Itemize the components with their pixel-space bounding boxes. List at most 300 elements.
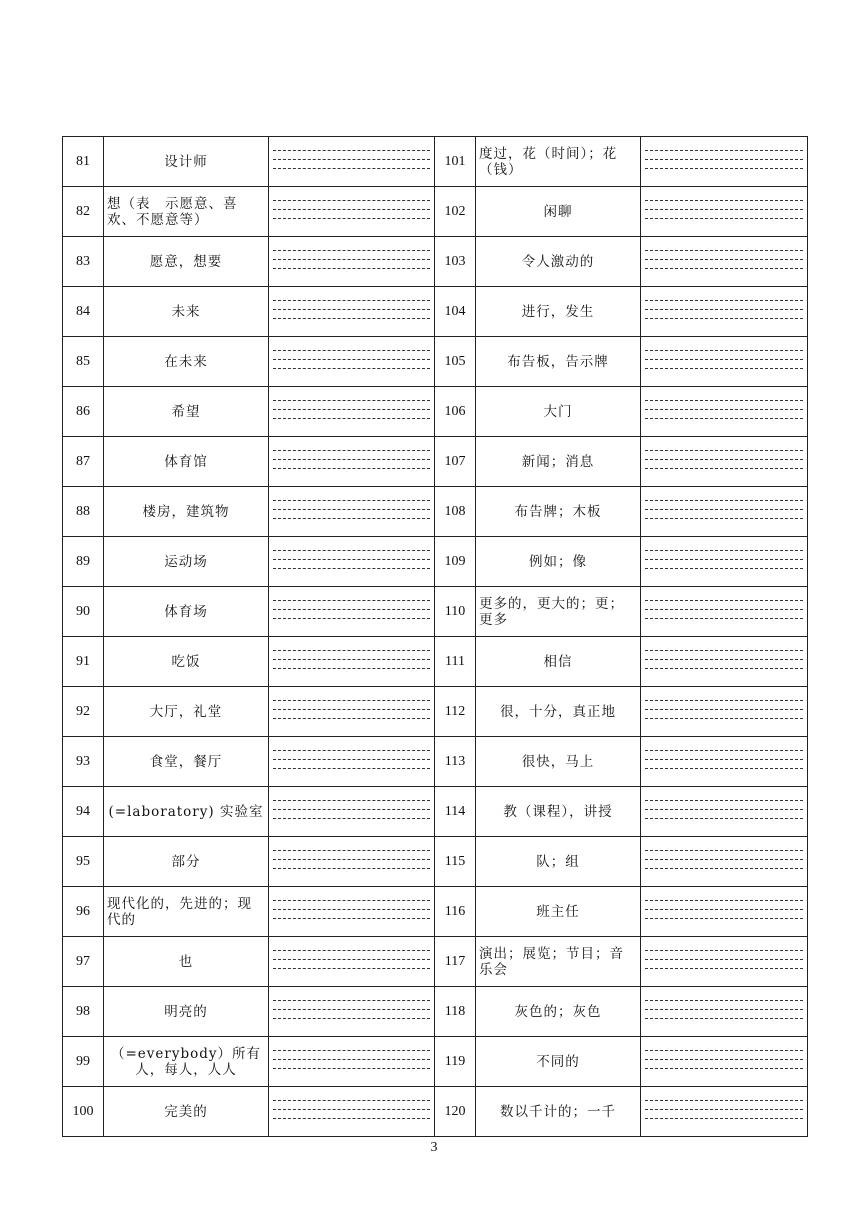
answer-lines — [273, 350, 430, 377]
answer-cell-87[interactable] — [269, 437, 435, 487]
item-number: 95 — [63, 837, 104, 887]
answer-line — [645, 1009, 803, 1010]
answer-lines — [645, 1000, 803, 1027]
chinese-meaning: 设计师 — [104, 137, 269, 187]
table-row — [63, 1037, 808, 1087]
answer-line — [273, 518, 430, 519]
answer-line — [645, 868, 803, 869]
chinese-meaning: 体育场 — [104, 587, 269, 637]
answer-lines — [273, 850, 430, 877]
answer-cell-106[interactable] — [641, 387, 808, 437]
answer-line — [645, 900, 803, 901]
answer-lines — [645, 450, 803, 477]
chinese-meaning: 现代化的，先进的；现代的 — [104, 887, 269, 937]
answer-line — [645, 1000, 803, 1001]
answer-cell-115[interactable] — [641, 837, 808, 887]
answer-line — [645, 968, 803, 969]
chinese-meaning: 布告牌；木板 — [476, 487, 641, 537]
chinese-meaning: 闲聊 — [476, 187, 641, 237]
answer-lines — [645, 1050, 803, 1077]
table-row — [63, 837, 808, 887]
answer-line — [645, 1118, 803, 1119]
answer-lines — [645, 750, 803, 777]
chinese-meaning: 很快，马上 — [476, 737, 641, 787]
answer-lines — [645, 300, 803, 327]
answer-cell-119[interactable] — [641, 1037, 808, 1087]
answer-line — [273, 900, 430, 901]
answer-cell-86[interactable] — [269, 387, 435, 437]
answer-line — [273, 859, 430, 860]
answer-cell-81[interactable] — [269, 137, 435, 187]
answer-line — [273, 1000, 430, 1001]
chinese-meaning: 想（表 示愿意、喜欢、不愿意等） — [104, 187, 269, 237]
item-number: 85 — [63, 337, 104, 387]
answer-lines — [273, 700, 430, 727]
answer-cell-104[interactable] — [641, 287, 808, 337]
answer-line — [645, 750, 803, 751]
answer-line — [273, 850, 430, 851]
chinese-meaning: 令人激动的 — [476, 237, 641, 287]
chinese-meaning: 更多的，更大的；更；更多 — [476, 587, 641, 637]
answer-line — [273, 709, 430, 710]
answer-lines — [645, 700, 803, 727]
answer-line — [273, 609, 430, 610]
item-number: 92 — [63, 687, 104, 737]
table-row — [63, 587, 808, 637]
answer-line — [273, 750, 430, 751]
answer-lines — [645, 150, 803, 177]
answer-cell-83[interactable] — [269, 237, 435, 287]
chinese-meaning: 体育馆 — [104, 437, 269, 487]
answer-line — [273, 668, 430, 669]
answer-line — [645, 459, 803, 460]
item-number: 83 — [63, 237, 104, 287]
answer-line — [273, 350, 430, 351]
answer-line — [273, 318, 430, 319]
chinese-meaning: 也 — [104, 937, 269, 987]
answer-line — [645, 1100, 803, 1101]
answer-line — [645, 468, 803, 469]
answer-line — [645, 918, 803, 919]
answer-lines — [645, 1100, 803, 1127]
item-number: 109 — [435, 537, 476, 587]
chinese-meaning: (=laboratory) 实验室 — [104, 787, 269, 837]
table-row — [63, 287, 808, 337]
answer-line — [645, 800, 803, 801]
answer-line — [273, 1059, 430, 1060]
chinese-meaning: 新闻；消息 — [476, 437, 641, 487]
answer-cell-96[interactable] — [269, 887, 435, 937]
answer-line — [273, 1018, 430, 1019]
item-number: 100 — [63, 1087, 104, 1137]
answer-line — [273, 950, 430, 951]
chinese-meaning: 班主任 — [476, 887, 641, 937]
item-number: 103 — [435, 237, 476, 287]
answer-line — [645, 950, 803, 951]
item-number: 84 — [63, 287, 104, 337]
answer-cell-93[interactable] — [269, 737, 435, 787]
answer-cell-94[interactable] — [269, 787, 435, 837]
answer-lines — [645, 950, 803, 977]
chinese-meaning: 灰色的；灰色 — [476, 987, 641, 1037]
table-row — [63, 337, 808, 387]
answer-line — [273, 1118, 430, 1119]
answer-line — [273, 818, 430, 819]
item-number: 114 — [435, 787, 476, 837]
table-row — [63, 487, 808, 537]
answer-line — [645, 850, 803, 851]
answer-line — [273, 700, 430, 701]
item-number: 82 — [63, 187, 104, 237]
answer-line — [645, 650, 803, 651]
item-number: 118 — [435, 987, 476, 1037]
answer-line — [273, 359, 430, 360]
item-number: 101 — [435, 137, 476, 187]
chinese-meaning: 数以千计的；一千 — [476, 1087, 641, 1137]
chinese-meaning: 大门 — [476, 387, 641, 437]
answer-line — [645, 600, 803, 601]
answer-line — [645, 168, 803, 169]
answer-lines — [273, 550, 430, 577]
answer-line — [645, 400, 803, 401]
answer-line — [273, 209, 430, 210]
item-number: 98 — [63, 987, 104, 1037]
answer-line — [273, 568, 430, 569]
answer-cell-107[interactable] — [641, 437, 808, 487]
answer-lines — [273, 450, 430, 477]
answer-lines — [273, 650, 430, 677]
answer-line — [273, 450, 430, 451]
item-number: 115 — [435, 837, 476, 887]
item-number: 107 — [435, 437, 476, 487]
answer-line — [273, 400, 430, 401]
answer-line — [273, 500, 430, 501]
answer-cell-111[interactable] — [641, 637, 808, 687]
item-number: 93 — [63, 737, 104, 787]
answer-line — [273, 168, 430, 169]
answer-cell-100[interactable] — [269, 1087, 435, 1137]
answer-line — [273, 618, 430, 619]
table-row — [63, 387, 808, 437]
answer-cell-117[interactable] — [641, 937, 808, 987]
answer-lines — [273, 950, 430, 977]
answer-cell-97[interactable] — [269, 937, 435, 987]
item-number: 111 — [435, 637, 476, 687]
answer-line — [645, 559, 803, 560]
answer-line — [645, 1018, 803, 1019]
table-row — [63, 887, 808, 937]
answer-line — [273, 368, 430, 369]
table-row — [63, 437, 808, 487]
answer-line — [645, 250, 803, 251]
chinese-meaning: 未来 — [104, 287, 269, 337]
answer-line — [645, 409, 803, 410]
answer-line — [645, 568, 803, 569]
item-number: 106 — [435, 387, 476, 437]
answer-line — [645, 1109, 803, 1110]
answer-cell-120[interactable] — [641, 1087, 808, 1137]
answer-lines — [273, 1100, 430, 1127]
answer-cell-116[interactable] — [641, 887, 808, 937]
answer-lines — [645, 600, 803, 627]
answer-lines — [273, 1050, 430, 1077]
answer-cell-108[interactable] — [641, 487, 808, 537]
item-number: 94 — [63, 787, 104, 837]
table-row — [63, 137, 808, 187]
answer-line — [645, 200, 803, 201]
answer-line — [273, 909, 430, 910]
answer-cell-103[interactable] — [641, 237, 808, 287]
answer-line — [273, 259, 430, 260]
table-row — [63, 937, 808, 987]
answer-line — [645, 1068, 803, 1069]
chinese-meaning: 教（课程），讲授 — [476, 787, 641, 837]
answer-line — [273, 200, 430, 201]
answer-line — [273, 718, 430, 719]
answer-line — [273, 418, 430, 419]
chinese-meaning: 运动场 — [104, 537, 269, 587]
answer-line — [273, 509, 430, 510]
answer-line — [273, 1050, 430, 1051]
answer-line — [645, 150, 803, 151]
answer-lines — [645, 550, 803, 577]
answer-lines — [645, 800, 803, 827]
item-number: 117 — [435, 937, 476, 987]
answer-cell-85[interactable] — [269, 337, 435, 387]
answer-cell-98[interactable] — [269, 987, 435, 1037]
answer-line — [273, 800, 430, 801]
chinese-meaning: 进行，发生 — [476, 287, 641, 337]
chinese-meaning: 度过，花（时间）；花（钱） — [476, 137, 641, 187]
answer-cell-95[interactable] — [269, 837, 435, 887]
chinese-meaning: 食堂，餐厅 — [104, 737, 269, 787]
table-row — [63, 637, 808, 687]
answer-cell-110[interactable] — [641, 587, 808, 637]
answer-line — [273, 159, 430, 160]
answer-line — [273, 650, 430, 651]
answer-line — [273, 659, 430, 660]
item-number: 90 — [63, 587, 104, 637]
chinese-meaning: 大厅，礼堂 — [104, 687, 269, 737]
answer-line — [645, 259, 803, 260]
answer-line — [645, 668, 803, 669]
answer-line — [645, 218, 803, 219]
answer-cell-90[interactable] — [269, 587, 435, 637]
answer-cell-88[interactable] — [269, 487, 435, 537]
answer-line — [273, 759, 430, 760]
answer-line — [645, 550, 803, 551]
answer-line — [645, 700, 803, 701]
item-number: 99 — [63, 1037, 104, 1087]
answer-line — [645, 300, 803, 301]
answer-cell-99[interactable] — [269, 1037, 435, 1087]
answer-line — [273, 459, 430, 460]
item-number: 87 — [63, 437, 104, 487]
answer-line — [645, 159, 803, 160]
answer-line — [273, 1068, 430, 1069]
answer-line — [645, 618, 803, 619]
answer-line — [645, 959, 803, 960]
chinese-meaning: 愿意，想要 — [104, 237, 269, 287]
chinese-meaning: 不同的 — [476, 1037, 641, 1087]
answer-line — [273, 968, 430, 969]
chinese-meaning: 楼房，建筑物 — [104, 487, 269, 537]
table-row — [63, 787, 808, 837]
answer-lines — [273, 400, 430, 427]
answer-line — [645, 1050, 803, 1051]
answer-line — [273, 809, 430, 810]
chinese-meaning: 演出；展览；节目；音乐会 — [476, 937, 641, 987]
item-number: 88 — [63, 487, 104, 537]
answer-line — [273, 409, 430, 410]
answer-line — [645, 350, 803, 351]
chinese-meaning: 在未来 — [104, 337, 269, 387]
answer-line — [273, 250, 430, 251]
answer-line — [645, 718, 803, 719]
answer-cell-112[interactable] — [641, 687, 808, 737]
answer-line — [273, 918, 430, 919]
chinese-meaning: 部分 — [104, 837, 269, 887]
answer-line — [273, 268, 430, 269]
item-number: 110 — [435, 587, 476, 637]
answer-cell-92[interactable] — [269, 687, 435, 737]
answer-cell-102[interactable] — [641, 187, 808, 237]
answer-line — [645, 359, 803, 360]
item-number: 91 — [63, 637, 104, 687]
answer-lines — [273, 1000, 430, 1027]
answer-cell-113[interactable] — [641, 737, 808, 787]
item-number: 108 — [435, 487, 476, 537]
answer-line — [273, 218, 430, 219]
answer-lines — [645, 500, 803, 527]
answer-line — [273, 550, 430, 551]
chinese-meaning: 吃饭 — [104, 637, 269, 687]
item-number: 104 — [435, 287, 476, 337]
answer-cell-91[interactable] — [269, 637, 435, 687]
answer-line — [645, 518, 803, 519]
answer-cell-118[interactable] — [641, 987, 808, 1037]
answer-cell-101[interactable] — [641, 137, 808, 187]
item-number: 105 — [435, 337, 476, 387]
chinese-meaning: 队；组 — [476, 837, 641, 887]
answer-line — [645, 609, 803, 610]
answer-lines — [273, 600, 430, 627]
answer-line — [645, 418, 803, 419]
answer-line — [273, 1100, 430, 1101]
answer-line — [273, 768, 430, 769]
answer-line — [645, 268, 803, 269]
answer-line — [645, 768, 803, 769]
item-number: 116 — [435, 887, 476, 937]
chinese-meaning: 例如；像 — [476, 537, 641, 587]
answer-lines — [273, 200, 430, 227]
answer-line — [645, 859, 803, 860]
chinese-meaning: 完美的 — [104, 1087, 269, 1137]
answer-line — [273, 300, 430, 301]
item-number: 112 — [435, 687, 476, 737]
answer-line — [645, 909, 803, 910]
answer-line — [273, 1009, 430, 1010]
item-number: 86 — [63, 387, 104, 437]
item-number: 113 — [435, 737, 476, 787]
answer-line — [645, 309, 803, 310]
answer-cell-114[interactable] — [641, 787, 808, 837]
answer-cell-105[interactable] — [641, 337, 808, 387]
answer-cell-82[interactable] — [269, 187, 435, 237]
answer-lines — [645, 200, 803, 227]
chinese-meaning: 很，十分，真正地 — [476, 687, 641, 737]
answer-line — [645, 659, 803, 660]
answer-line — [273, 559, 430, 560]
table-row — [63, 1087, 808, 1137]
vocabulary-table — [62, 136, 808, 1137]
answer-lines — [645, 650, 803, 677]
item-number: 97 — [63, 937, 104, 987]
chinese-meaning: （=everybody）所有人，每人，人人 — [104, 1037, 269, 1087]
chinese-meaning: 布告板，告示牌 — [476, 337, 641, 387]
answer-lines — [645, 900, 803, 927]
answer-line — [273, 959, 430, 960]
answer-lines — [645, 400, 803, 427]
item-number: 96 — [63, 887, 104, 937]
item-number: 120 — [435, 1087, 476, 1137]
answer-lines — [645, 350, 803, 377]
item-number: 89 — [63, 537, 104, 587]
chinese-meaning: 希望 — [104, 387, 269, 437]
chinese-meaning: 明亮的 — [104, 987, 269, 1037]
answer-line — [273, 868, 430, 869]
answer-line — [273, 150, 430, 151]
answer-lines — [273, 150, 430, 177]
answer-line — [645, 500, 803, 501]
answer-line — [645, 450, 803, 451]
answer-lines — [645, 250, 803, 277]
answer-line — [645, 709, 803, 710]
answer-line — [645, 509, 803, 510]
answer-line — [273, 468, 430, 469]
answer-line — [645, 809, 803, 810]
answer-cell-84[interactable] — [269, 287, 435, 337]
answer-lines — [273, 500, 430, 527]
answer-cell-89[interactable] — [269, 537, 435, 587]
item-number: 81 — [63, 137, 104, 187]
answer-line — [645, 209, 803, 210]
chinese-meaning: 相信 — [476, 637, 641, 687]
answer-line — [645, 759, 803, 760]
table-row — [63, 237, 808, 287]
item-number: 102 — [435, 187, 476, 237]
answer-line — [645, 318, 803, 319]
answer-line — [645, 1059, 803, 1060]
answer-lines — [273, 900, 430, 927]
answer-lines — [273, 250, 430, 277]
answer-line — [645, 368, 803, 369]
answer-lines — [273, 750, 430, 777]
answer-cell-109[interactable] — [641, 537, 808, 587]
answer-line — [273, 600, 430, 601]
table-row — [63, 187, 808, 237]
answer-line — [645, 818, 803, 819]
table-row — [63, 537, 808, 587]
answer-line — [273, 1109, 430, 1110]
answer-lines — [273, 800, 430, 827]
answer-lines — [645, 850, 803, 877]
answer-line — [273, 309, 430, 310]
page-number: 3 — [430, 1140, 438, 1155]
table-row — [63, 687, 808, 737]
answer-lines — [273, 300, 430, 327]
table-row — [63, 737, 808, 787]
